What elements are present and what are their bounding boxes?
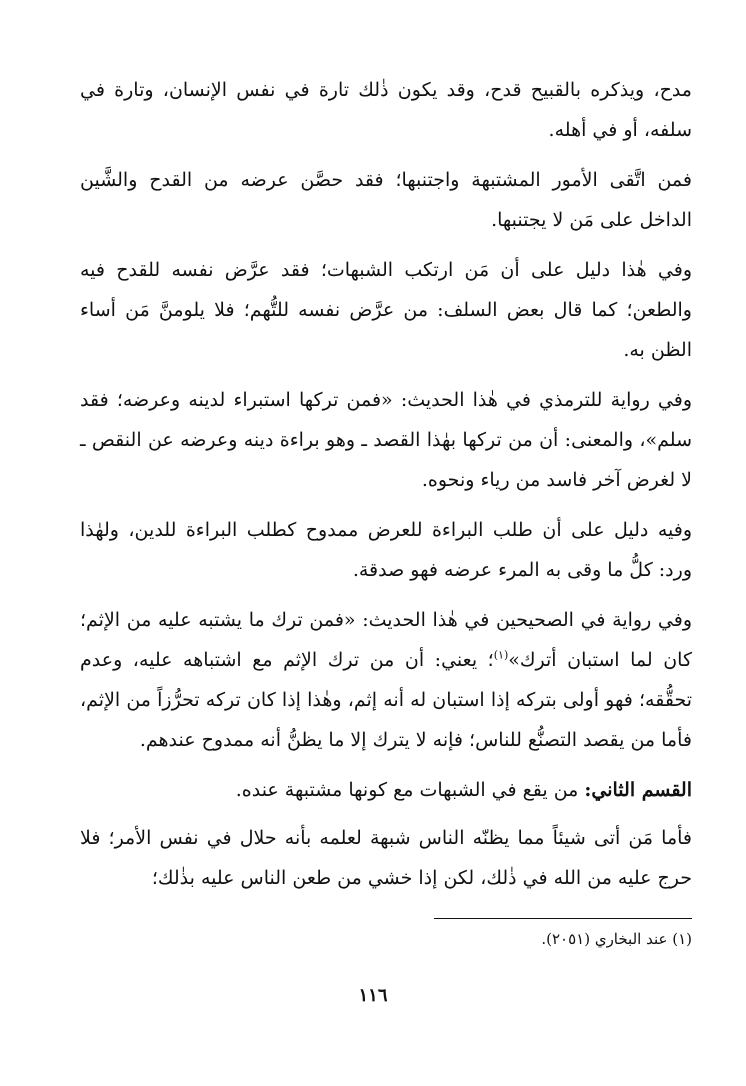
paragraph-1: مدح، ويذكره بالقبيح قدح، وقد يكون ذٰلك تارة في نفس الإنسان، وتارة في سلفه، أو في أهله. <box>80 79 692 141</box>
page-number: ١١٦ <box>358 985 388 1006</box>
footnote-marker[interactable]: (١) <box>493 648 509 662</box>
paragraph-6-explanation: ؛ يعني: أن من ترك الإثم مع اشتباهه عليه، وعدم تحقُّقه؛ فهو أولى بتركه إذا استبان له أنه إثم، وهٰذا إذا كان تركه تحرُّزاً من الإثم، فأما من يقصد التصنُّع للناس؛ فإنه لا يترك إلا ما يظنُّ أنه ممدوح عندهم. <box>80 649 692 751</box>
paragraph-2: فمن اتَّقى الأمور المشتبهة واجتنبها؛ فقد حصَّن عرضه من القدح والشَّين الداخل على مَن لا يجتنبها. <box>80 169 692 231</box>
section-heading-text: من يقع في الشبهات مع كونها مشتبهة عنده. <box>235 779 585 801</box>
paragraph-8: فأما مَن أتى شيئاً مما يظنّه الناس شبهة لعلمه بأنه حلال في نفس الأمر؛ فلا حرج عليه من الله في ذٰلك، لكن إذا خشي من طعن الناس عليه بذٰلك؛ <box>80 827 692 889</box>
footnote-divider <box>434 918 692 919</box>
section-heading-paragraph <box>80 770 692 810</box>
paragraph-6 <box>80 600 692 760</box>
page-body <box>80 70 692 908</box>
paragraph-5: وفيه دليل على أن طلب البراءة للعرض ممدوح كطلب البراءة للدين، ولهٰذا ورد: كلُّ ما وقى به المرء عرضه فهو صدقة. <box>80 519 692 581</box>
paragraph-6-quote: وفي رواية في الصحيحين في هٰذا الحديث: «فمن ترك ما يشتبه عليه من الإثم؛ كان لما استبان أترك» <box>80 609 692 671</box>
paragraph-4: وفي رواية للترمذي في هٰذا الحديث: «فمن تركها استبراء لدينه وعرضه؛ فقد سلم»، والمعنى: أن من تركها بهٰذا القصد ـ وهو براءة دينه وعرضه عن النقص ـ لا لغرض آخر فاسد من رياء ونحوه. <box>80 389 692 491</box>
paragraph-3: وفي هٰذا دليل على أن مَن ارتكب الشبهات؛ فقد عرَّض نفسه للقدح فيه والطعن؛ كما قال بعض السلف: من عرَّض نفسه للتُّهم؛ فلا يلومنَّ مَن أساء الظن به. <box>80 259 692 361</box>
section-heading: القسم الثاني: <box>584 779 692 801</box>
footnote: (١) عند البخاري (٢٠٥١). <box>541 930 692 948</box>
